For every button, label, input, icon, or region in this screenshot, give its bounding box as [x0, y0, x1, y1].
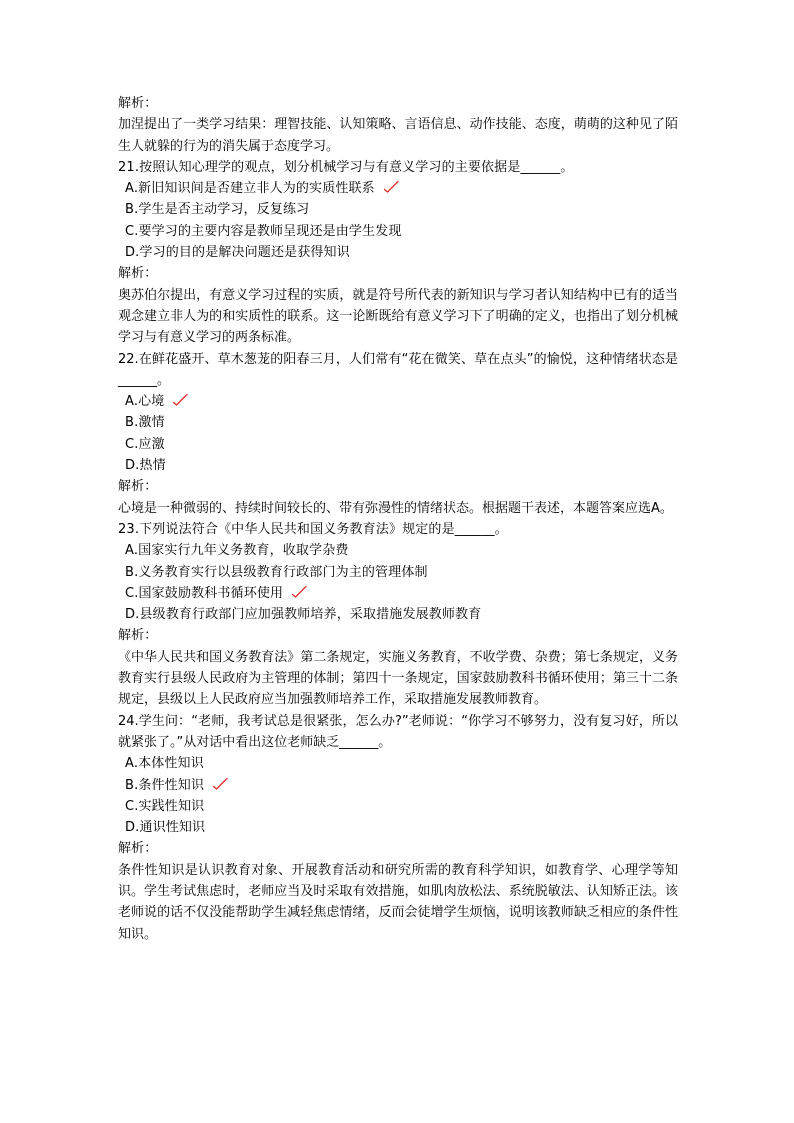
option-b	[118, 775, 678, 796]
option-a: A.国家实行九年义务教育，收取学杂费	[125, 543, 349, 559]
option-b: B.义务教育实行以县级教育行政部门为主的管理体制	[125, 564, 428, 580]
analysis-text: 条件性知识是认识教育对象、开展教育活动和研究所需的教育科学知识，如教育学、心理学等知识。学生考试焦虑时，老师应当及时采取有效措施，如肌肉放松法、系统脱敏法、认知矫正法。该老师说的话不仅没能帮助学生减轻焦虑情绪，反而会徒增学生烦恼，说明该教师缺乏相应的条件性知识。	[118, 862, 678, 942]
question-block	[118, 349, 678, 519]
option-c: C.实践性知识	[125, 798, 205, 814]
option-d: D.通识性知识	[125, 820, 206, 836]
red-checkmark-icon	[291, 585, 307, 598]
option-a: A.本体性知识	[125, 756, 204, 772]
option-d: D.热情	[125, 458, 166, 474]
question-stem: 24.学生问：“老师，我考试总是很紧张，怎么办?”老师说：“你学习不够努力，没有复习好，所以就紧张了。”从对话中看出这位老师缺乏______。	[118, 713, 678, 750]
analysis-label: 解析：	[118, 841, 158, 857]
option-c: C.要学习的主要内容是教师呈现还是由学生发现	[125, 223, 402, 239]
document-page	[118, 93, 678, 945]
option-a	[118, 391, 678, 412]
option-b: B.激情	[125, 415, 165, 431]
red-checkmark-icon	[172, 393, 188, 406]
analysis-label: 解析：	[118, 266, 158, 282]
analysis-text: 奥苏伯尔提出，有意义学习过程的实质，就是符号所代表的新知识与学习者认知结构中已有的适当观念建立非人为的和实质性的联系。这一论断既给有意义学习下了明确的定义，也指出了划分机械学习与有意义学习的两条标准。	[118, 287, 678, 346]
option-a	[118, 178, 678, 199]
option-d: D.学习的目的是解决问题还是获得知识	[125, 245, 350, 261]
option-label: B.条件性知识	[125, 777, 205, 793]
question-stem: 22.在鲜花盛开、草木葱茏的阳春三月，人们常有“花在微笑、草在点头”的愉悦，这种情绪状态是______。	[118, 351, 678, 388]
question-stem: 21.按照认知心理学的观点，划分机械学习与有意义学习的主要依据是______。	[118, 159, 574, 175]
analysis-text: 加涅提出了一类学习结果：理智技能、认知策略、言语信息、动作技能、态度，萌萌的这种见了陌生人就躲的行为的消失属于态度学习。	[118, 117, 678, 154]
option-label: A.心境	[125, 394, 165, 410]
option-c	[118, 583, 678, 604]
analysis-label: 解析：	[118, 479, 158, 495]
question-block	[118, 519, 678, 711]
option-label: A.新旧知识间是否建立非人为的实质性联系	[125, 181, 375, 197]
analysis-text: 心境是一种微弱的、持续时间较长的、带有弥漫性的情绪状态。根据题干表述，本题答案应选A。	[118, 500, 673, 516]
red-checkmark-icon	[212, 777, 228, 790]
analysis-text: 《中华人民共和国义务教育法》第二条规定，实施义务教育，不收学费、杂费；第七条规定，义务教育实行县级人民政府为主管理的体制；第四十一条规定，国家鼓励教科书循环使用；第三十二条规定，县级以上人民政府应当加强教师培养工作，采取措施发展教师教育。	[118, 649, 678, 708]
question-block	[118, 157, 678, 349]
question-block	[118, 711, 678, 945]
question-stem: 23.下列说法符合《中华人民共和国义务教育法》规定的是______。	[118, 521, 508, 537]
analysis-label: 解析：	[118, 96, 158, 111]
option-b: B.学生是否主动学习，反复练习	[125, 202, 310, 218]
option-d: D.县级教育行政部门应加强教师培养，采取措施发展教师教育	[125, 607, 482, 623]
option-label: C.国家鼓励教科书循环使用	[125, 585, 284, 601]
red-checkmark-icon	[383, 180, 399, 193]
analysis-label: 解析：	[118, 628, 158, 644]
option-c: C.应激	[125, 436, 165, 452]
